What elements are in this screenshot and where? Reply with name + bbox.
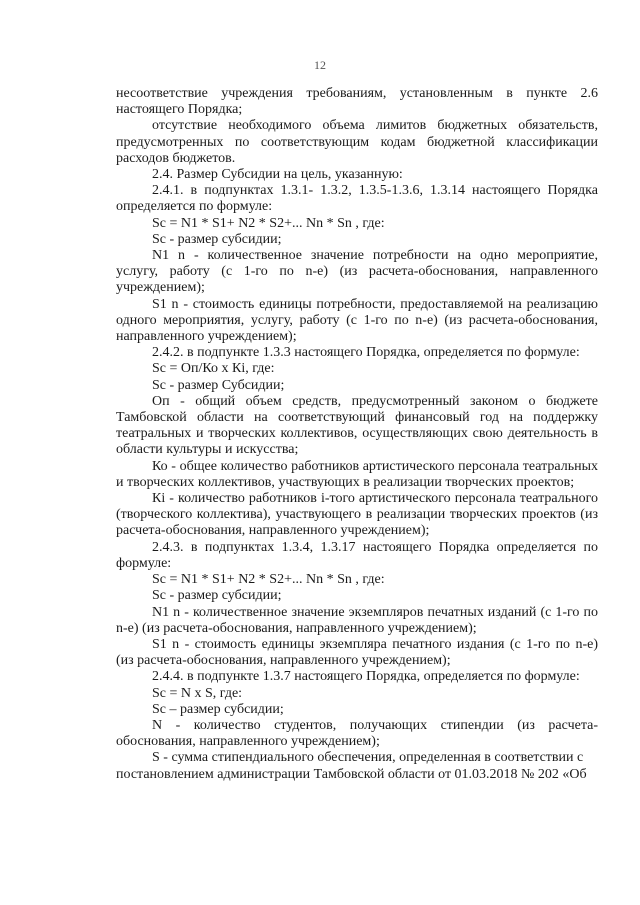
paragraph: Sс = N1 * S1+ N2 * S2+... Nn * Sn , где:: [152, 215, 385, 231]
paragraph: N - количество студентов, получающих стипендии (из расчета-обоснования, направленного учреждением);: [116, 717, 598, 750]
document-body: [116, 86, 598, 783]
paragraph: 2.4.3. в подпунктах 1.3.4, 1.3.17 настоящего Порядка определяется по формуле:: [116, 539, 598, 571]
paragraph: Кi - количество работников i-того артистического персонала театрального (творческого коллектива), участвующего в реализации творческих проектов (из расчета-обоснования, направленного учреждением);: [116, 491, 598, 539]
paragraph: S - сумма стипендиального обеспечения, определенная в соответствии с постановлением администрации Тамбовской области от 01.03.2018 № 202 «Об: [116, 750, 587, 782]
paragraph: Ко - общее количество работников артистического персонала театральных и творческих коллективов, участвующих в реализации творческих проектов;: [116, 458, 598, 490]
paragraph: отсутствие необходимого объема лимитов бюджетных обязательств, предусмотренных по соответствующим кодам бюджетной классификации расходов бюджетов.: [116, 118, 598, 166]
paragraph: Sс - размер субсидии;: [152, 588, 282, 604]
paragraph: Sс = N x S, где:: [152, 685, 243, 701]
paragraph: Sс - размер субсидии;: [152, 231, 282, 247]
paragraph: S1 n - стоимость единицы потребности, предоставляемой на реализацию одного мероприятия, услугу, работу (с 1-го по n-е) (из расчета-обоснования, направленного учреждением);: [116, 296, 598, 345]
paragraph: 2.4.1. в подпунктах 1.3.1- 1.3.2, 1.3.5-1.3.6, 1.3.14 настоящего Порядка определяется по формуле:: [116, 183, 598, 215]
page-number: 12: [314, 58, 326, 72]
paragraph: S1 n - стоимость единицы экземпляра печатного издания (с 1-го по n-е) (из расчета-обоснования, направленного учреждением);: [116, 636, 598, 669]
paragraph: несоответствие учреждения требованиям, установленным в пункте 2.6 настоящего Порядка;: [116, 86, 598, 118]
paragraph: Sс = N1 * S1+ N2 * S2+... Nn * Sn , где:: [152, 572, 385, 588]
paragraph: Sс - размер Субсидии;: [152, 377, 285, 393]
paragraph: N1 n - количественное значение экземпляров печатных изданий (с 1-го по n-е) (из расчета-обоснования, направленного учреждением);: [116, 604, 598, 636]
paragraph: 2.4.4. в подпункте 1.3.7 настоящего Порядка, определяется по формуле:: [152, 669, 580, 685]
paragraph: 2.4.2. в подпункте 1.3.3 настоящего Порядка, определяется по формуле:: [152, 345, 580, 361]
paragraph: N1 n - количественное значение потребности на одно мероприятие, услугу, работу (с 1-го по n-е) (из расчета-обоснования, направленного учреждением);: [116, 248, 598, 296]
paragraph: Sс – размер субсидии;: [152, 701, 284, 717]
paragraph: Sс = Оп/Ко x Кi, где:: [152, 361, 275, 377]
paragraph: 2.4. Размер Субсидии на цель, указанную:: [152, 167, 403, 183]
paragraph: Оп - общий объем средств, предусмотренный законом о бюджете Тамбовской области на соответствующий финансовый год на поддержку театральных и творческих коллективов, осуществляющих свою деятельность в области культуры и искусства;: [116, 393, 598, 458]
